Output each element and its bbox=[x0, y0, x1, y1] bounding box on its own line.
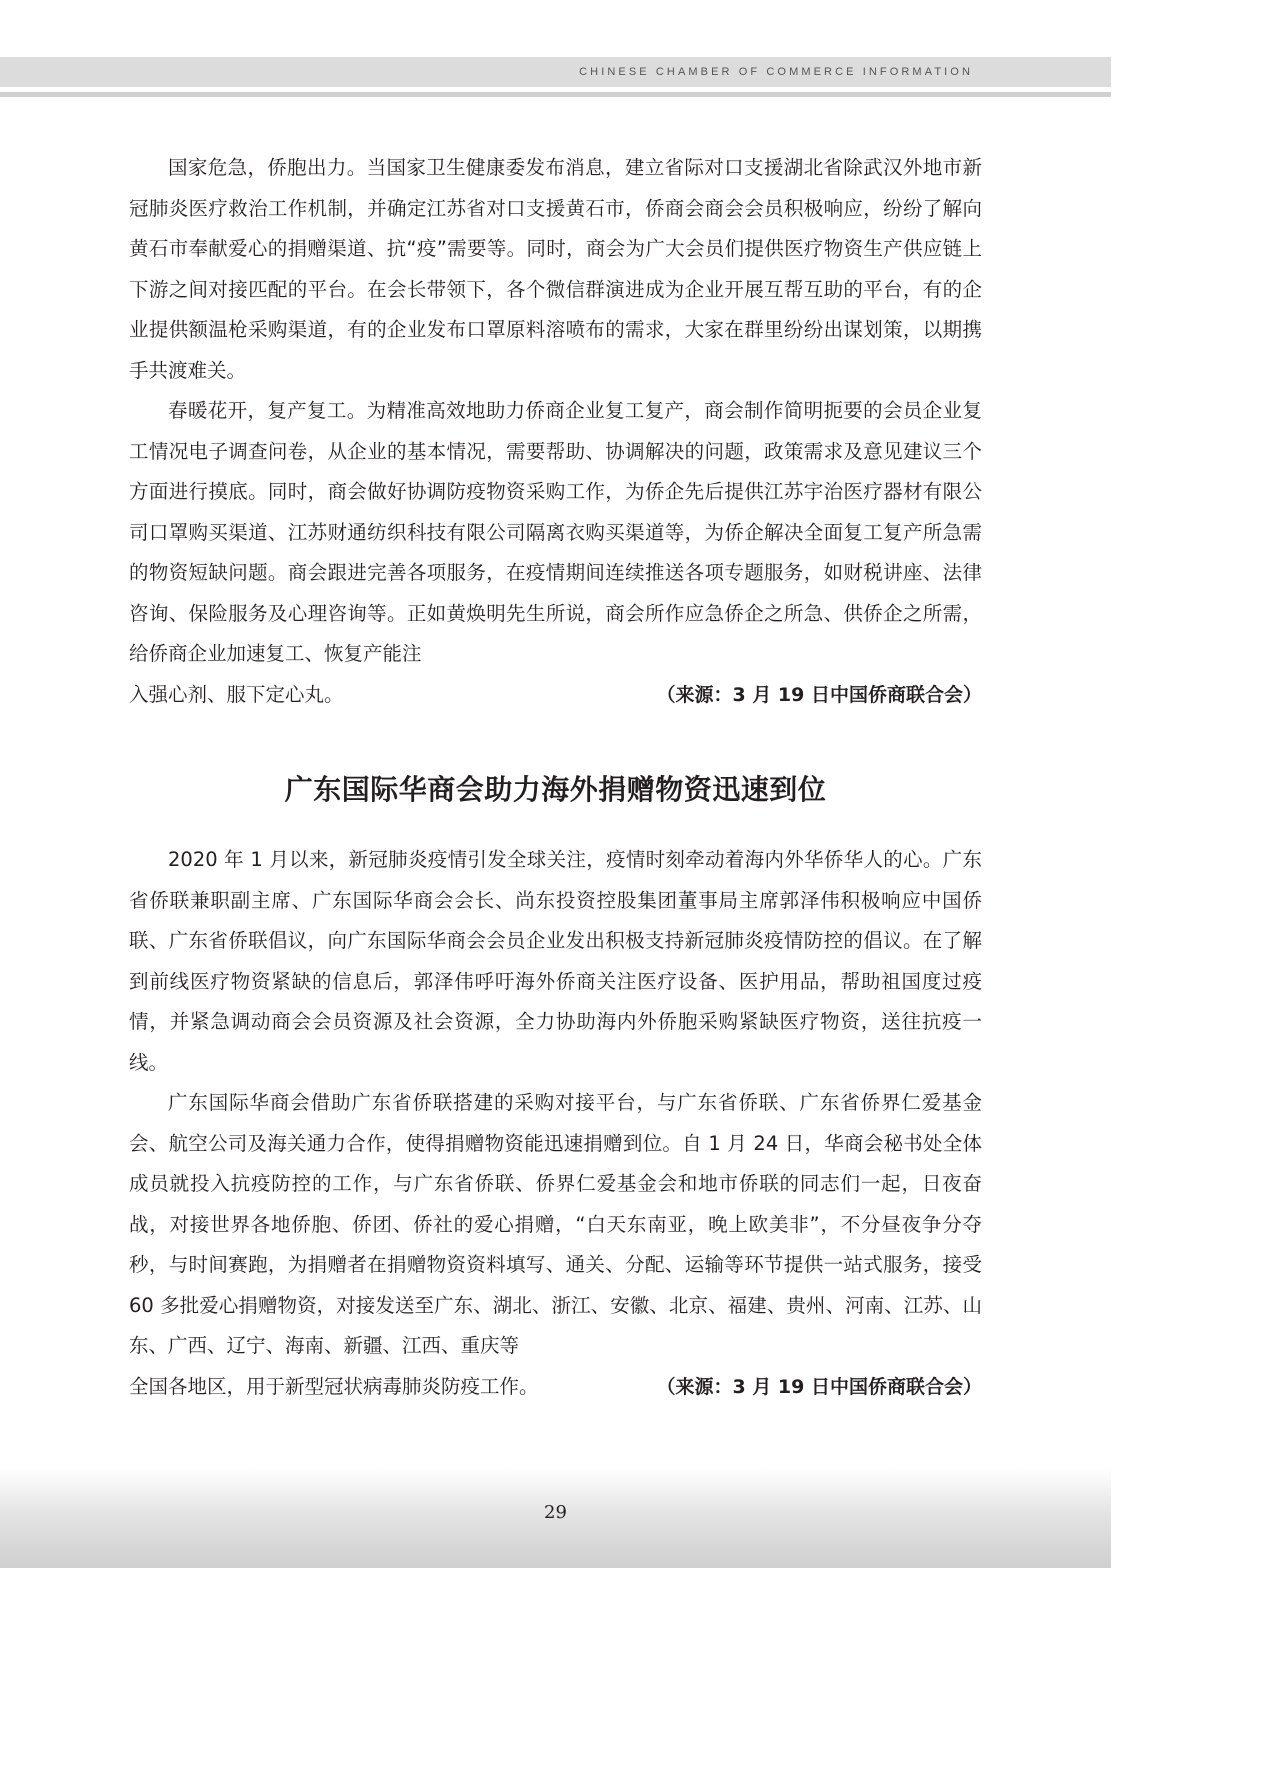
article-2-closing-line bbox=[129, 1367, 982, 1408]
article-2 bbox=[129, 840, 982, 1407]
article-1 bbox=[129, 148, 982, 715]
page-number: 29 bbox=[544, 1502, 567, 1523]
running-header: CHINESE CHAMBER OF COMMERCE INFORMATION bbox=[579, 66, 973, 78]
article-2-title: 广东国际华商会助力海外捐赠物资迅速到位 bbox=[284, 773, 827, 806]
article-2-paragraph: 2020 年 1 月以来，新冠肺炎疫情引发全球关注，疫情时刻牵动着海内外华侨华人的心。广东省侨联兼职副主席、广东国际华商会会长、尚东投资控股集团董事局主席郭泽伟积极响应中国侨联、广东省侨联倡议，向广东国际华商会会员企业发出积极支持新冠肺炎疫情防控的倡议。在了解到前线医疗物资紧缺的信息后，郭泽伟呼吁海外侨商关注医疗设备、医护用品，帮助祖国度过疫情，并紧急调动商会会员资源及社会资源，全力协助海内外侨胞采购紧缺医疗物资，送往抗疫一线。 bbox=[129, 848, 982, 1074]
article-1-paragraph: 国家危急，侨胞出力。当国家卫生健康委发布消息，建立省际对口支援湖北省除武汉外地市新冠肺炎医疗救治工作机制，并确定江苏省对口支援黄石市，侨商会商会会员积极响应，纷纷了解向黄石市奉献爱心的捐赠渠道、抗“疫”需要等。同时，商会为广大会员们提供医疗物资生产供应链上下游之间对接匹配的平台。在会长带领下，各个微信群演进成为企业开展互帮互助的平台，有的企业提供额温枪采购渠道，有的企业发布口罩原料溶喷布的需求，大家在群里纷纷出谋划策，以期携手共渡难关。 bbox=[129, 156, 982, 382]
page-content bbox=[129, 148, 982, 1407]
article-1-paragraph: 春暖花开，复产复工。为精准高效地助力侨商企业复工复产，商会制作简明扼要的会员企业复工情况电子调查问卷，从企业的基本情况，需要帮助、协调解决的问题，政策需求及意见建议三个方面进行摸底。同时，商会做好协调防疫物资采购工作，为侨企先后提供江苏宇治医疗器材有限公司口罩购买渠道、江苏财通纺织科技有限公司隔离衣购买渠道等，为侨企解决全面复工复产所急需的物资短缺问题。商会跟进完善各项服务，在疫情期间连续推送各项专题服务，如财税讲座、法律咨询、保险服务及心理咨询等。正如黄焕明先生所说，商会所作应急侨企之所急、供侨企之所需，给侨商企业加速复工、恢复产能注 bbox=[129, 399, 982, 665]
article-1-last-line: 入强心剂、服下定心丸。 bbox=[129, 682, 344, 706]
article-2-last-line: 全国各地区，用于新型冠状病毒肺炎防疫工作。 bbox=[129, 1374, 539, 1398]
article-2-paragraph: 广东国际华商会借助广东省侨联搭建的采购对接平台，与广东省侨联、广东省侨界仁爱基金会、航空公司及海关通力合作，使得捐赠物资能迅速捐赠到位。自 1 月 24 日，华商会秘书处全体成员就投入抗疫防控的工作，与广东省侨联、侨界仁爱基金会和地市侨联的同志们一起，日夜奋战，对接世界各地侨胞、侨团、侨社的爱心捐赠，“白天东南亚，晚上欧美非”，不分昼夜争分夺秒，与时间赛跑，为捐赠者在捐赠物资资料填写、通关、分配、运输等环节提供一站式服务，接受 60 多批爱心捐赠物资，对接发送至广东、湖北、浙江、安徽、北京、福建、贵州、河南、江苏、山东、广西、辽宁、海南、新疆、江西、重庆等 bbox=[129, 1091, 982, 1357]
article-2-source: （来源：3 月 19 日中国侨商联合会） bbox=[656, 1375, 982, 1398]
article-1-closing-line bbox=[129, 675, 982, 716]
header-rule bbox=[0, 92, 1111, 97]
article-1-source: （来源：3 月 19 日中国侨商联合会） bbox=[656, 683, 982, 706]
